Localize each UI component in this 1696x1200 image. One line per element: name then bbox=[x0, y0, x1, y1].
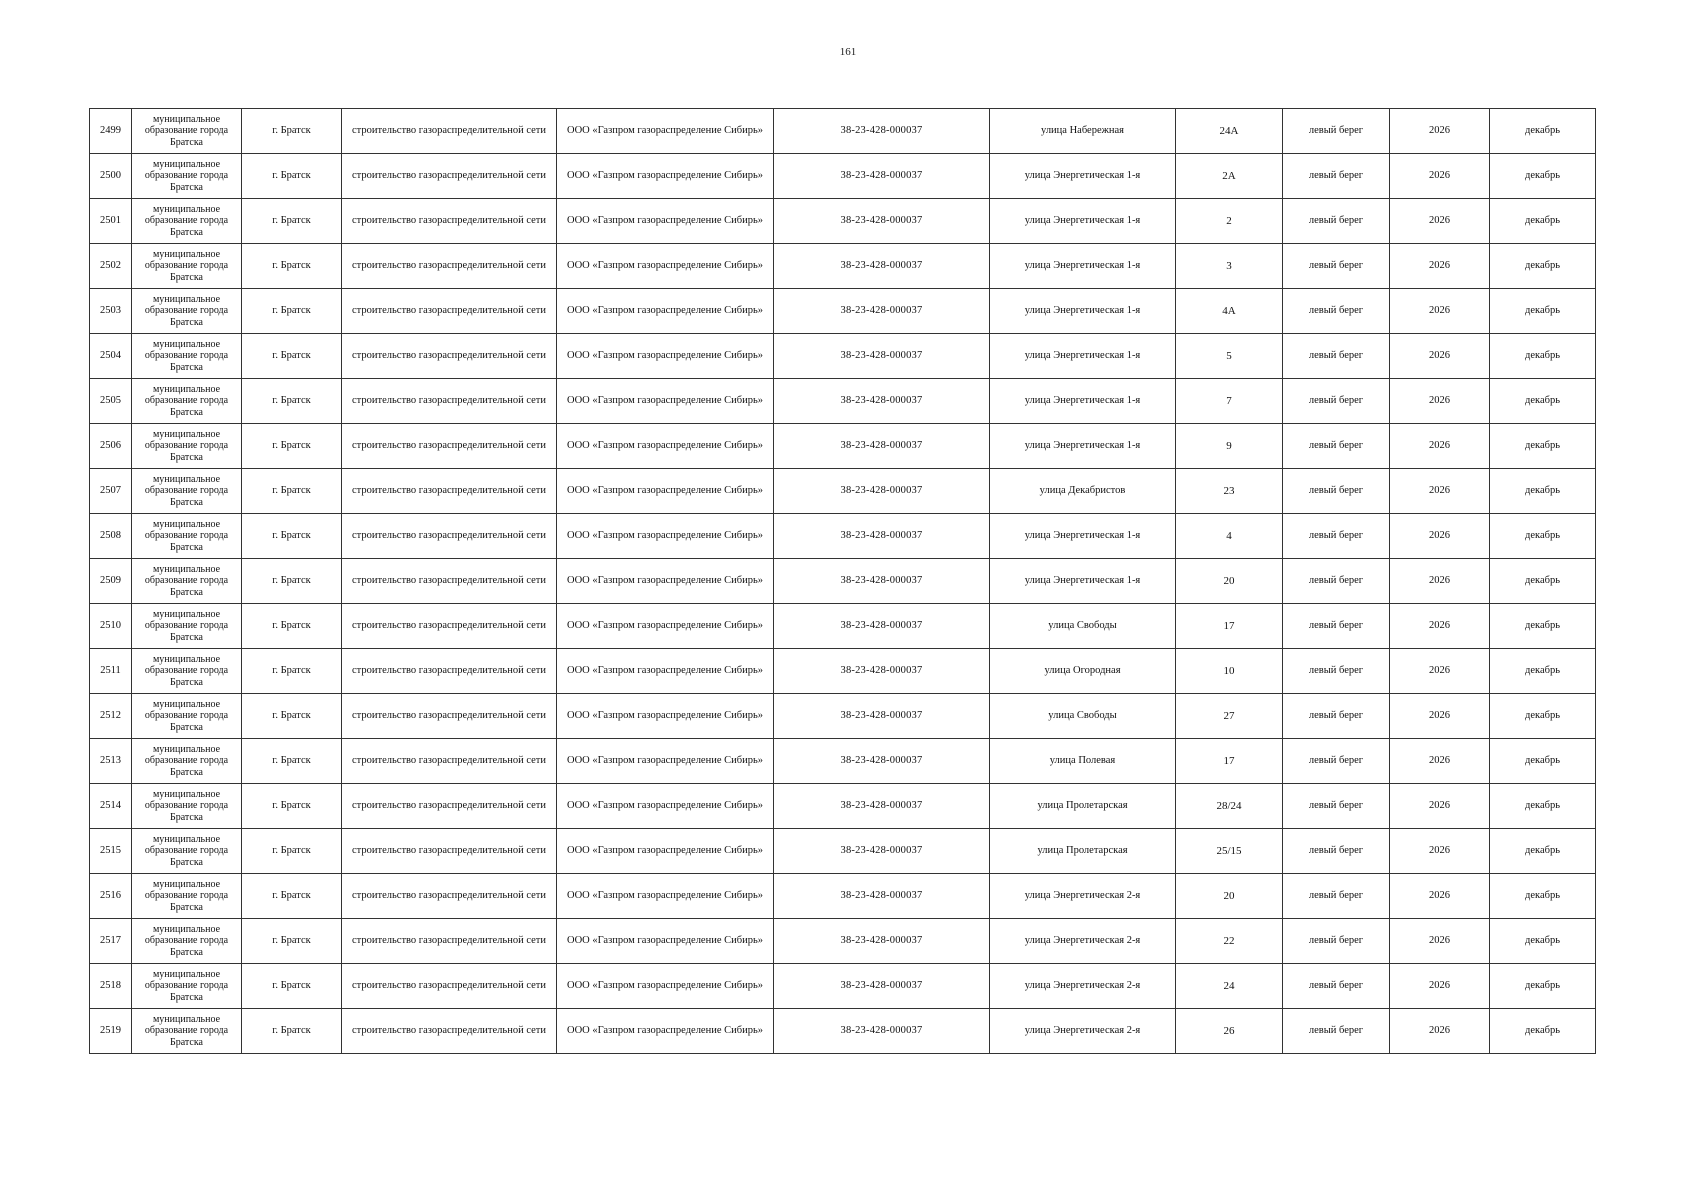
street-cell: улица Энергетическая 1-я bbox=[990, 559, 1176, 604]
street-cell: улица Энергетическая 2-я bbox=[990, 874, 1176, 919]
house-number-cell: 2 bbox=[1176, 199, 1283, 244]
work-type-cell: строительство газораспределительной сети bbox=[342, 244, 557, 289]
organization-cell: ООО «Газпром газораспределение Сибирь» bbox=[557, 784, 774, 829]
month-cell: декабрь bbox=[1490, 424, 1596, 469]
river-bank-cell: левый берег bbox=[1283, 559, 1390, 604]
street-cell: улица Энергетическая 1-я bbox=[990, 514, 1176, 559]
object-code-cell: 38-23-428-000037 bbox=[774, 919, 990, 964]
organization-cell: ООО «Газпром газораспределение Сибирь» bbox=[557, 469, 774, 514]
row-number: 2517 bbox=[90, 919, 132, 964]
municipality-cell: муниципальное образование города Братска bbox=[132, 919, 242, 964]
year-cell: 2026 bbox=[1390, 1009, 1490, 1054]
city-cell: г. Братск bbox=[242, 199, 342, 244]
house-number-cell: 9 bbox=[1176, 424, 1283, 469]
register-table bbox=[89, 108, 1596, 1054]
month-cell: декабрь bbox=[1490, 289, 1596, 334]
river-bank-cell: левый берег bbox=[1283, 514, 1390, 559]
object-code-cell: 38-23-428-000037 bbox=[774, 244, 990, 289]
river-bank-cell: левый берег bbox=[1283, 379, 1390, 424]
street-cell: улица Энергетическая 1-я bbox=[990, 244, 1176, 289]
river-bank-cell: левый берег bbox=[1283, 289, 1390, 334]
month-cell: декабрь bbox=[1490, 649, 1596, 694]
month-cell: декабрь bbox=[1490, 244, 1596, 289]
street-cell: улица Энергетическая 1-я bbox=[990, 379, 1176, 424]
river-bank-cell: левый берег bbox=[1283, 154, 1390, 199]
year-cell: 2026 bbox=[1390, 649, 1490, 694]
municipality-cell: муниципальное образование города Братска bbox=[132, 874, 242, 919]
house-number-cell: 17 bbox=[1176, 604, 1283, 649]
house-number-cell: 3 bbox=[1176, 244, 1283, 289]
street-cell: улица Энергетическая 1-я bbox=[990, 289, 1176, 334]
house-number-cell: 26 bbox=[1176, 1009, 1283, 1054]
city-cell: г. Братск bbox=[242, 739, 342, 784]
row-number: 2507 bbox=[90, 469, 132, 514]
table-row bbox=[90, 829, 1596, 874]
city-cell: г. Братск bbox=[242, 1009, 342, 1054]
work-type-cell: строительство газораспределительной сети bbox=[342, 604, 557, 649]
river-bank-cell: левый берег bbox=[1283, 694, 1390, 739]
organization-cell: ООО «Газпром газораспределение Сибирь» bbox=[557, 1009, 774, 1054]
month-cell: декабрь bbox=[1490, 514, 1596, 559]
municipality-cell: муниципальное образование города Братска bbox=[132, 334, 242, 379]
object-code-cell: 38-23-428-000037 bbox=[774, 109, 990, 154]
river-bank-cell: левый берег bbox=[1283, 469, 1390, 514]
organization-cell: ООО «Газпром газораспределение Сибирь» bbox=[557, 559, 774, 604]
organization-cell: ООО «Газпром газораспределение Сибирь» bbox=[557, 604, 774, 649]
house-number-cell: 23 bbox=[1176, 469, 1283, 514]
work-type-cell: строительство газораспределительной сети bbox=[342, 379, 557, 424]
table-row bbox=[90, 424, 1596, 469]
street-cell: улица Набережная bbox=[990, 109, 1176, 154]
city-cell: г. Братск bbox=[242, 289, 342, 334]
municipality-cell: муниципальное образование города Братска bbox=[132, 1009, 242, 1054]
organization-cell: ООО «Газпром газораспределение Сибирь» bbox=[557, 964, 774, 1009]
row-number: 2510 bbox=[90, 604, 132, 649]
street-cell: улица Энергетическая 2-я bbox=[990, 919, 1176, 964]
house-number-cell: 22 bbox=[1176, 919, 1283, 964]
work-type-cell: строительство газораспределительной сети bbox=[342, 874, 557, 919]
work-type-cell: строительство газораспределительной сети bbox=[342, 739, 557, 784]
year-cell: 2026 bbox=[1390, 964, 1490, 1009]
city-cell: г. Братск bbox=[242, 379, 342, 424]
month-cell: декабрь bbox=[1490, 469, 1596, 514]
row-number: 2516 bbox=[90, 874, 132, 919]
house-number-cell: 20 bbox=[1176, 559, 1283, 604]
object-code-cell: 38-23-428-000037 bbox=[774, 829, 990, 874]
river-bank-cell: левый берег bbox=[1283, 334, 1390, 379]
street-cell: улица Свободы bbox=[990, 604, 1176, 649]
year-cell: 2026 bbox=[1390, 694, 1490, 739]
organization-cell: ООО «Газпром газораспределение Сибирь» bbox=[557, 334, 774, 379]
object-code-cell: 38-23-428-000037 bbox=[774, 379, 990, 424]
municipality-cell: муниципальное образование города Братска bbox=[132, 829, 242, 874]
municipality-cell: муниципальное образование города Братска bbox=[132, 109, 242, 154]
month-cell: декабрь bbox=[1490, 784, 1596, 829]
work-type-cell: строительство газораспределительной сети bbox=[342, 109, 557, 154]
object-code-cell: 38-23-428-000037 bbox=[774, 649, 990, 694]
table-row bbox=[90, 109, 1596, 154]
house-number-cell: 5 bbox=[1176, 334, 1283, 379]
object-code-cell: 38-23-428-000037 bbox=[774, 199, 990, 244]
organization-cell: ООО «Газпром газораспределение Сибирь» bbox=[557, 154, 774, 199]
year-cell: 2026 bbox=[1390, 199, 1490, 244]
row-number: 2499 bbox=[90, 109, 132, 154]
year-cell: 2026 bbox=[1390, 154, 1490, 199]
municipality-cell: муниципальное образование города Братска bbox=[132, 469, 242, 514]
object-code-cell: 38-23-428-000037 bbox=[774, 694, 990, 739]
city-cell: г. Братск bbox=[242, 244, 342, 289]
house-number-cell: 24А bbox=[1176, 109, 1283, 154]
river-bank-cell: левый берег bbox=[1283, 874, 1390, 919]
house-number-cell: 7 bbox=[1176, 379, 1283, 424]
row-number: 2501 bbox=[90, 199, 132, 244]
house-number-cell: 17 bbox=[1176, 739, 1283, 784]
year-cell: 2026 bbox=[1390, 469, 1490, 514]
work-type-cell: строительство газораспределительной сети bbox=[342, 154, 557, 199]
year-cell: 2026 bbox=[1390, 334, 1490, 379]
month-cell: декабрь bbox=[1490, 154, 1596, 199]
year-cell: 2026 bbox=[1390, 514, 1490, 559]
work-type-cell: строительство газораспределительной сети bbox=[342, 289, 557, 334]
row-number: 2505 bbox=[90, 379, 132, 424]
river-bank-cell: левый берег bbox=[1283, 199, 1390, 244]
row-number: 2500 bbox=[90, 154, 132, 199]
object-code-cell: 38-23-428-000037 bbox=[774, 784, 990, 829]
river-bank-cell: левый берег bbox=[1283, 649, 1390, 694]
table-row bbox=[90, 784, 1596, 829]
city-cell: г. Братск bbox=[242, 649, 342, 694]
street-cell: улица Энергетическая 2-я bbox=[990, 1009, 1176, 1054]
street-cell: улица Энергетическая 1-я bbox=[990, 199, 1176, 244]
page-number: 161 bbox=[839, 46, 857, 58]
organization-cell: ООО «Газпром газораспределение Сибирь» bbox=[557, 829, 774, 874]
object-code-cell: 38-23-428-000037 bbox=[774, 514, 990, 559]
municipality-cell: муниципальное образование города Братска bbox=[132, 244, 242, 289]
house-number-cell: 2А bbox=[1176, 154, 1283, 199]
city-cell: г. Братск bbox=[242, 784, 342, 829]
organization-cell: ООО «Газпром газораспределение Сибирь» bbox=[557, 424, 774, 469]
year-cell: 2026 bbox=[1390, 919, 1490, 964]
river-bank-cell: левый берег bbox=[1283, 1009, 1390, 1054]
river-bank-cell: левый берег bbox=[1283, 919, 1390, 964]
work-type-cell: строительство газораспределительной сети bbox=[342, 199, 557, 244]
river-bank-cell: левый берег bbox=[1283, 109, 1390, 154]
row-number: 2502 bbox=[90, 244, 132, 289]
row-number: 2513 bbox=[90, 739, 132, 784]
street-cell: улица Энергетическая 2-я bbox=[990, 964, 1176, 1009]
object-code-cell: 38-23-428-000037 bbox=[774, 424, 990, 469]
object-code-cell: 38-23-428-000037 bbox=[774, 739, 990, 784]
month-cell: декабрь bbox=[1490, 964, 1596, 1009]
river-bank-cell: левый берег bbox=[1283, 829, 1390, 874]
street-cell: улица Декабристов bbox=[990, 469, 1176, 514]
row-number: 2518 bbox=[90, 964, 132, 1009]
house-number-cell: 20 bbox=[1176, 874, 1283, 919]
table-row bbox=[90, 919, 1596, 964]
month-cell: декабрь bbox=[1490, 604, 1596, 649]
month-cell: декабрь bbox=[1490, 379, 1596, 424]
object-code-cell: 38-23-428-000037 bbox=[774, 334, 990, 379]
work-type-cell: строительство газораспределительной сети bbox=[342, 424, 557, 469]
row-number: 2514 bbox=[90, 784, 132, 829]
river-bank-cell: левый берег bbox=[1283, 424, 1390, 469]
house-number-cell: 27 bbox=[1176, 694, 1283, 739]
municipality-cell: муниципальное образование города Братска bbox=[132, 289, 242, 334]
street-cell: улица Полевая bbox=[990, 739, 1176, 784]
row-number: 2504 bbox=[90, 334, 132, 379]
month-cell: декабрь bbox=[1490, 694, 1596, 739]
city-cell: г. Братск bbox=[242, 604, 342, 649]
organization-cell: ООО «Газпром газораспределение Сибирь» bbox=[557, 694, 774, 739]
work-type-cell: строительство газораспределительной сети bbox=[342, 784, 557, 829]
organization-cell: ООО «Газпром газораспределение Сибирь» bbox=[557, 109, 774, 154]
work-type-cell: строительство газораспределительной сети bbox=[342, 964, 557, 1009]
work-type-cell: строительство газораспределительной сети bbox=[342, 694, 557, 739]
city-cell: г. Братск bbox=[242, 469, 342, 514]
river-bank-cell: левый берег bbox=[1283, 739, 1390, 784]
month-cell: декабрь bbox=[1490, 829, 1596, 874]
table-row bbox=[90, 244, 1596, 289]
municipality-cell: муниципальное образование города Братска bbox=[132, 694, 242, 739]
organization-cell: ООО «Газпром газораспределение Сибирь» bbox=[557, 379, 774, 424]
object-code-cell: 38-23-428-000037 bbox=[774, 154, 990, 199]
table-row bbox=[90, 469, 1596, 514]
year-cell: 2026 bbox=[1390, 559, 1490, 604]
municipality-cell: муниципальное образование города Братска bbox=[132, 604, 242, 649]
month-cell: декабрь bbox=[1490, 739, 1596, 784]
river-bank-cell: левый берег bbox=[1283, 244, 1390, 289]
municipality-cell: муниципальное образование города Братска bbox=[132, 649, 242, 694]
city-cell: г. Братск bbox=[242, 514, 342, 559]
year-cell: 2026 bbox=[1390, 874, 1490, 919]
year-cell: 2026 bbox=[1390, 379, 1490, 424]
register-rows bbox=[90, 109, 1596, 1054]
row-number: 2511 bbox=[90, 649, 132, 694]
organization-cell: ООО «Газпром газораспределение Сибирь» bbox=[557, 739, 774, 784]
municipality-cell: муниципальное образование города Братска bbox=[132, 559, 242, 604]
row-number: 2515 bbox=[90, 829, 132, 874]
municipality-cell: муниципальное образование города Братска bbox=[132, 379, 242, 424]
month-cell: декабрь bbox=[1490, 334, 1596, 379]
table-row bbox=[90, 694, 1596, 739]
city-cell: г. Братск bbox=[242, 334, 342, 379]
object-code-cell: 38-23-428-000037 bbox=[774, 559, 990, 604]
river-bank-cell: левый берег bbox=[1283, 784, 1390, 829]
work-type-cell: строительство газораспределительной сети bbox=[342, 649, 557, 694]
organization-cell: ООО «Газпром газораспределение Сибирь» bbox=[557, 649, 774, 694]
city-cell: г. Братск bbox=[242, 424, 342, 469]
year-cell: 2026 bbox=[1390, 829, 1490, 874]
object-code-cell: 38-23-428-000037 bbox=[774, 604, 990, 649]
row-number: 2512 bbox=[90, 694, 132, 739]
municipality-cell: муниципальное образование города Братска bbox=[132, 199, 242, 244]
city-cell: г. Братск bbox=[242, 559, 342, 604]
table-row bbox=[90, 964, 1596, 1009]
city-cell: г. Братск bbox=[242, 109, 342, 154]
row-number: 2506 bbox=[90, 424, 132, 469]
month-cell: декабрь bbox=[1490, 1009, 1596, 1054]
house-number-cell: 25/15 bbox=[1176, 829, 1283, 874]
house-number-cell: 24 bbox=[1176, 964, 1283, 1009]
table-row bbox=[90, 514, 1596, 559]
city-cell: г. Братск bbox=[242, 829, 342, 874]
city-cell: г. Братск bbox=[242, 964, 342, 1009]
table-row bbox=[90, 1009, 1596, 1054]
city-cell: г. Братск bbox=[242, 694, 342, 739]
table-row bbox=[90, 559, 1596, 604]
organization-cell: ООО «Газпром газораспределение Сибирь» bbox=[557, 244, 774, 289]
row-number: 2509 bbox=[90, 559, 132, 604]
table-row bbox=[90, 739, 1596, 784]
street-cell: улица Свободы bbox=[990, 694, 1176, 739]
house-number-cell: 28/24 bbox=[1176, 784, 1283, 829]
city-cell: г. Братск bbox=[242, 154, 342, 199]
work-type-cell: строительство газораспределительной сети bbox=[342, 469, 557, 514]
work-type-cell: строительство газораспределительной сети bbox=[342, 514, 557, 559]
river-bank-cell: левый берег bbox=[1283, 604, 1390, 649]
street-cell: улица Энергетическая 1-я bbox=[990, 424, 1176, 469]
object-code-cell: 38-23-428-000037 bbox=[774, 289, 990, 334]
municipality-cell: муниципальное образование города Братска bbox=[132, 424, 242, 469]
month-cell: декабрь bbox=[1490, 109, 1596, 154]
table-row bbox=[90, 199, 1596, 244]
municipality-cell: муниципальное образование города Братска bbox=[132, 964, 242, 1009]
year-cell: 2026 bbox=[1390, 784, 1490, 829]
organization-cell: ООО «Газпром газораспределение Сибирь» bbox=[557, 874, 774, 919]
street-cell: улица Энергетическая 1-я bbox=[990, 154, 1176, 199]
object-code-cell: 38-23-428-000037 bbox=[774, 469, 990, 514]
house-number-cell: 10 bbox=[1176, 649, 1283, 694]
year-cell: 2026 bbox=[1390, 424, 1490, 469]
organization-cell: ООО «Газпром газораспределение Сибирь» bbox=[557, 919, 774, 964]
year-cell: 2026 bbox=[1390, 739, 1490, 784]
house-number-cell: 4 bbox=[1176, 514, 1283, 559]
month-cell: декабрь bbox=[1490, 874, 1596, 919]
table-row bbox=[90, 874, 1596, 919]
municipality-cell: муниципальное образование города Братска bbox=[132, 784, 242, 829]
street-cell: улица Огородная bbox=[990, 649, 1176, 694]
month-cell: декабрь bbox=[1490, 559, 1596, 604]
municipality-cell: муниципальное образование города Братска bbox=[132, 514, 242, 559]
row-number: 2503 bbox=[90, 289, 132, 334]
organization-cell: ООО «Газпром газораспределение Сибирь» bbox=[557, 289, 774, 334]
table-row bbox=[90, 289, 1596, 334]
year-cell: 2026 bbox=[1390, 244, 1490, 289]
street-cell: улица Пролетарская bbox=[990, 784, 1176, 829]
table-row bbox=[90, 649, 1596, 694]
work-type-cell: строительство газораспределительной сети bbox=[342, 1009, 557, 1054]
municipality-cell: муниципальное образование города Братска bbox=[132, 154, 242, 199]
street-cell: улица Пролетарская bbox=[990, 829, 1176, 874]
object-code-cell: 38-23-428-000037 bbox=[774, 964, 990, 1009]
work-type-cell: строительство газораспределительной сети bbox=[342, 829, 557, 874]
month-cell: декабрь bbox=[1490, 199, 1596, 244]
year-cell: 2026 bbox=[1390, 289, 1490, 334]
month-cell: декабрь bbox=[1490, 919, 1596, 964]
object-code-cell: 38-23-428-000037 bbox=[774, 1009, 990, 1054]
river-bank-cell: левый берег bbox=[1283, 964, 1390, 1009]
year-cell: 2026 bbox=[1390, 604, 1490, 649]
table-row bbox=[90, 604, 1596, 649]
organization-cell: ООО «Газпром газораспределение Сибирь» bbox=[557, 199, 774, 244]
city-cell: г. Братск bbox=[242, 874, 342, 919]
street-cell: улица Энергетическая 1-я bbox=[990, 334, 1176, 379]
row-number: 2508 bbox=[90, 514, 132, 559]
municipality-cell: муниципальное образование города Братска bbox=[132, 739, 242, 784]
house-number-cell: 4А bbox=[1176, 289, 1283, 334]
table-row bbox=[90, 154, 1596, 199]
work-type-cell: строительство газораспределительной сети bbox=[342, 334, 557, 379]
object-code-cell: 38-23-428-000037 bbox=[774, 874, 990, 919]
table-row bbox=[90, 334, 1596, 379]
work-type-cell: строительство газораспределительной сети bbox=[342, 559, 557, 604]
row-number: 2519 bbox=[90, 1009, 132, 1054]
work-type-cell: строительство газораспределительной сети bbox=[342, 919, 557, 964]
city-cell: г. Братск bbox=[242, 919, 342, 964]
year-cell: 2026 bbox=[1390, 109, 1490, 154]
table-row bbox=[90, 379, 1596, 424]
organization-cell: ООО «Газпром газораспределение Сибирь» bbox=[557, 514, 774, 559]
